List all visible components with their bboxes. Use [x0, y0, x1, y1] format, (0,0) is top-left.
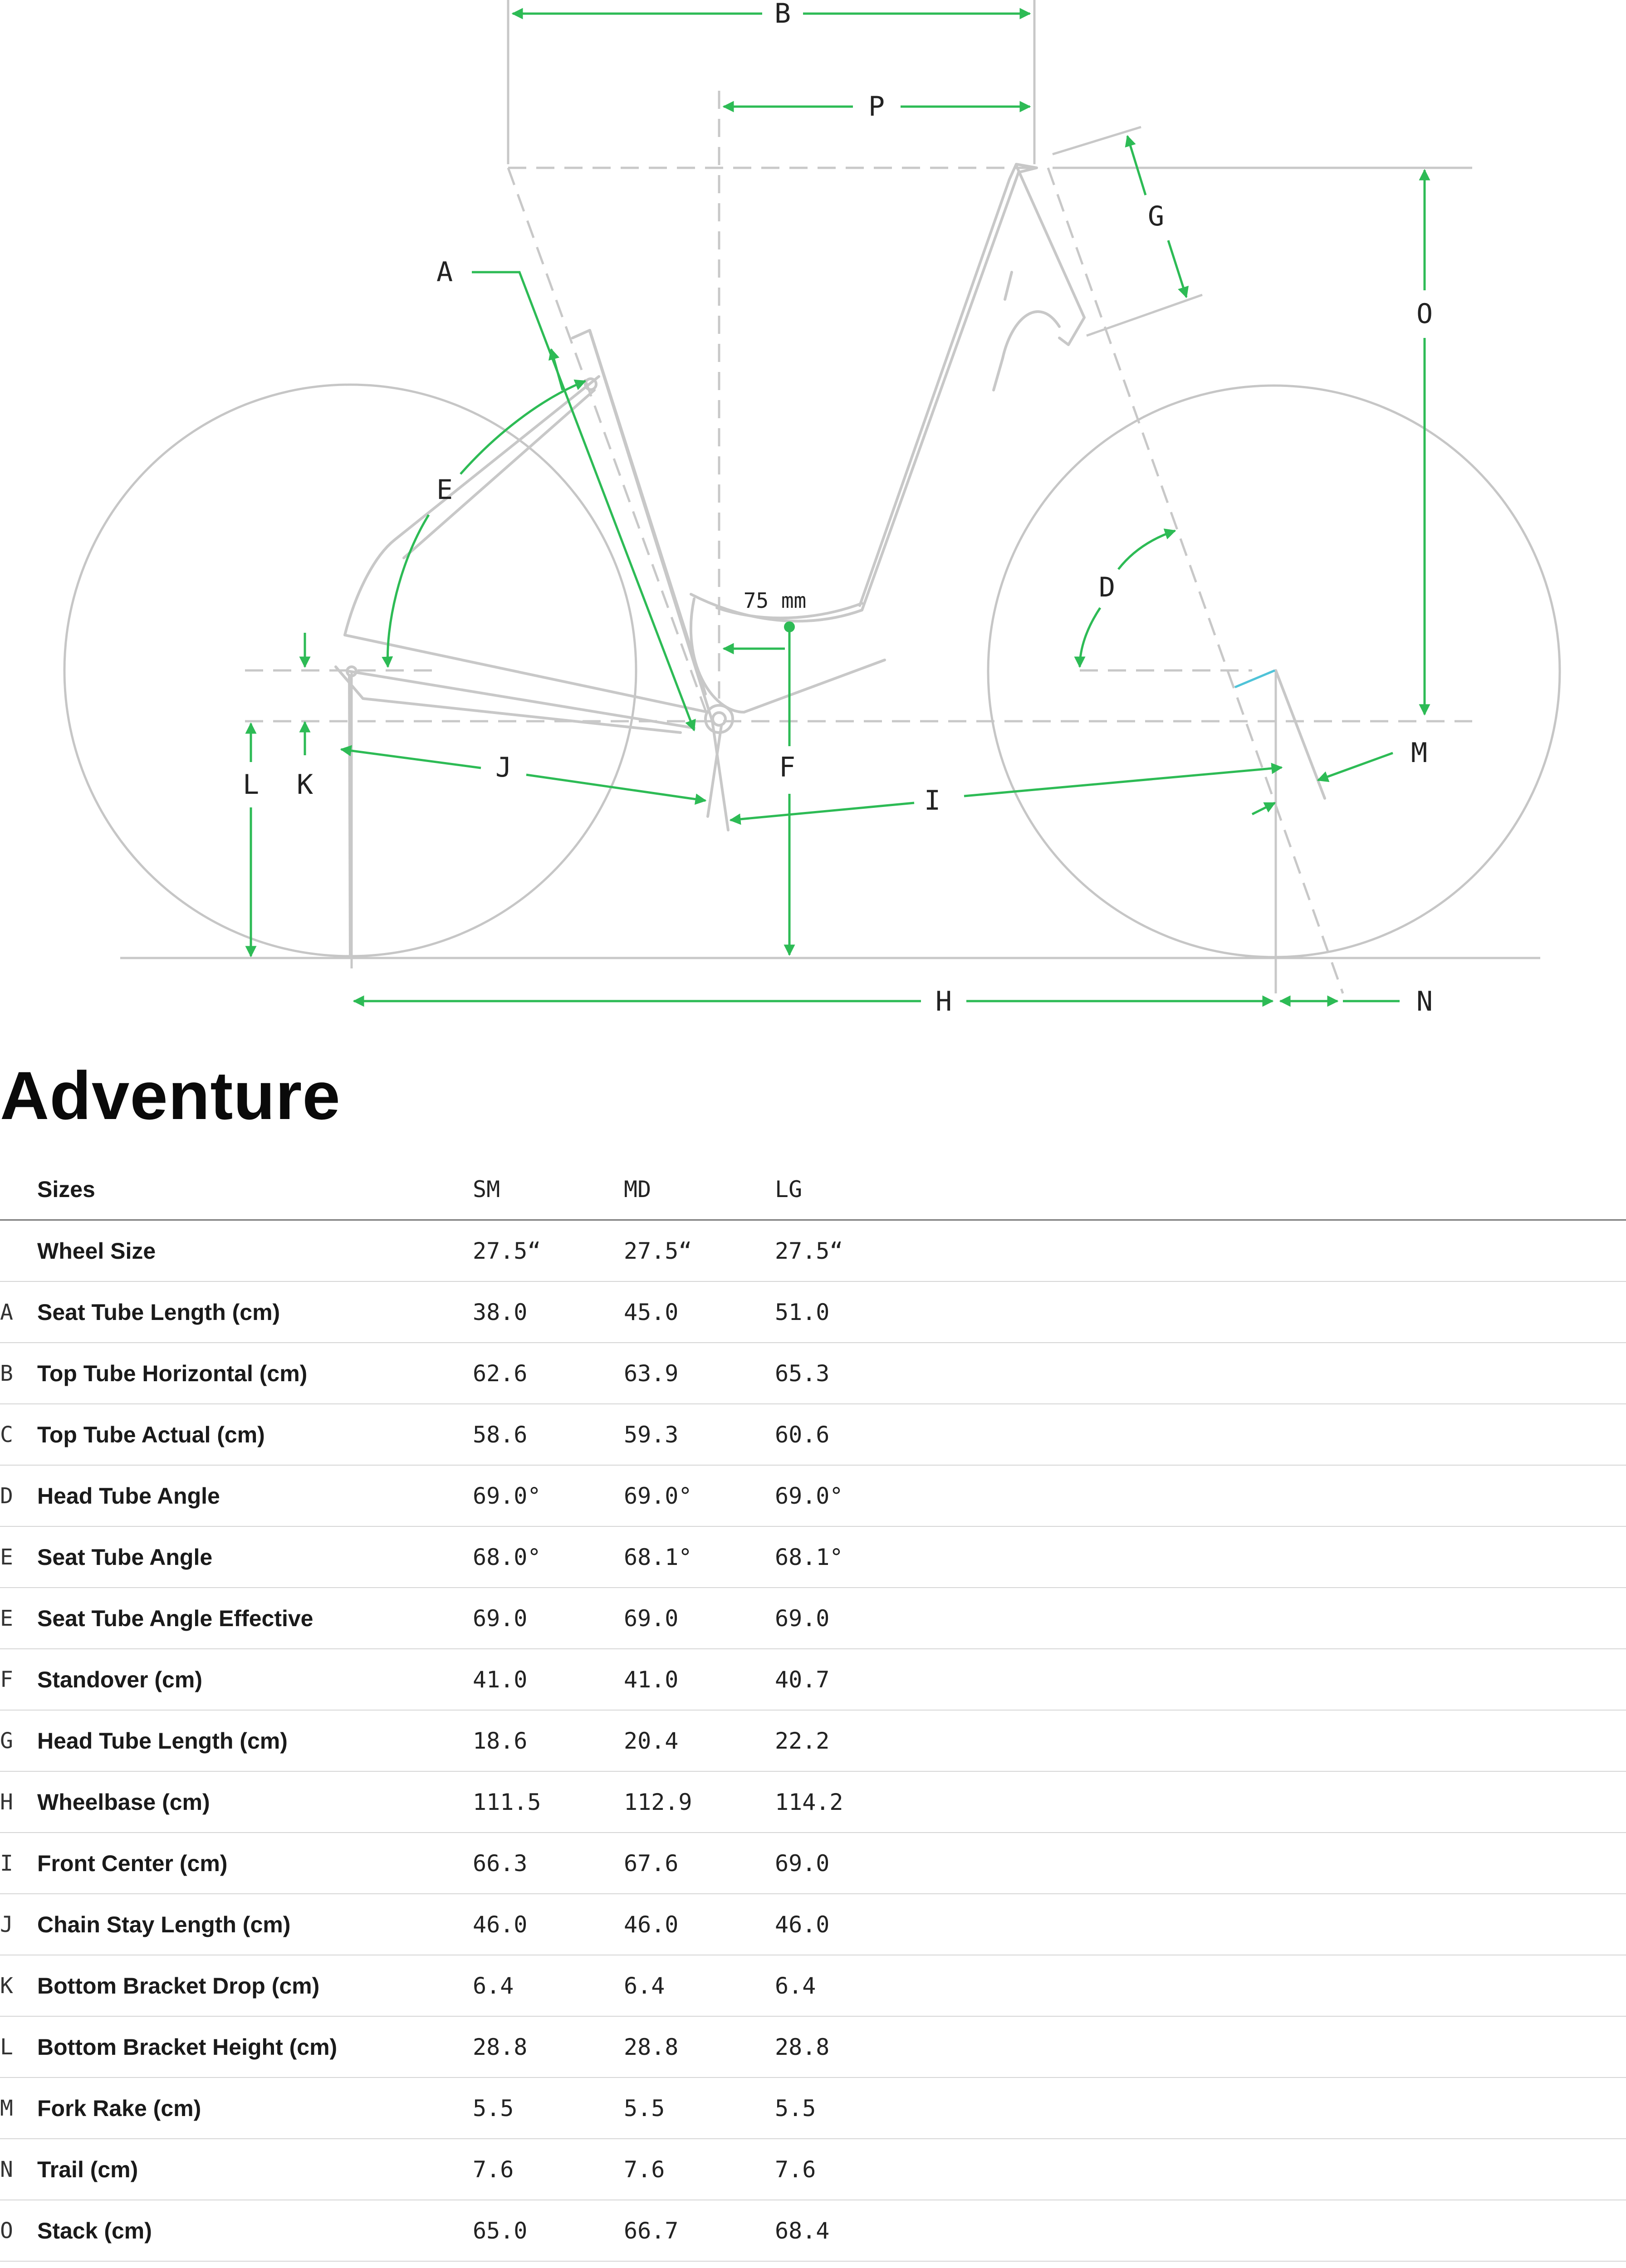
- row-label: Standover (cm): [37, 1649, 473, 1710]
- row-value-sm: 46.0: [473, 1894, 624, 1955]
- row-letter: C: [0, 1404, 37, 1465]
- row-label: Chain Stay Length (cm): [37, 1894, 473, 1955]
- row-value-lg: 6.4: [775, 1955, 926, 2016]
- row-letter: M: [0, 2077, 37, 2139]
- row-spacer: [926, 1955, 1626, 2016]
- table-row: [0, 1465, 1626, 1526]
- row-letter: B: [0, 1343, 37, 1404]
- row-letter: N: [0, 2139, 37, 2200]
- row-label: Bottom Bracket Drop (cm): [37, 1955, 473, 2016]
- header-size-lg: LG: [775, 1159, 926, 1220]
- row-label: Head Tube Length (cm): [37, 1710, 473, 1771]
- row-value-md: 20.4: [624, 1710, 775, 1771]
- row-value-sm: 69.0°: [473, 1465, 624, 1526]
- row-value-md: 66.7: [624, 2200, 775, 2261]
- header-size-md: MD: [624, 1159, 775, 1220]
- row-value-md: 46.0: [624, 1894, 775, 1955]
- row-value-sm: 38.0: [473, 1281, 624, 1343]
- dim-label-n: N: [1416, 986, 1433, 1016]
- row-value-md: 28.8: [624, 2016, 775, 2077]
- row-value-sm: 18.6: [473, 1710, 624, 1771]
- table-row: [0, 2261, 1626, 2268]
- row-letter: O: [0, 2200, 37, 2261]
- table-row: [0, 1833, 1626, 1894]
- row-value-sm: 66.3: [473, 1833, 624, 1894]
- header-letter-cell: [0, 1159, 37, 1220]
- row-value-lg: [775, 2261, 926, 2268]
- row-spacer: [926, 1649, 1626, 1710]
- row-value-md: 69.0: [624, 1588, 775, 1649]
- row-label: [37, 2261, 473, 2268]
- row-value-lg: 22.2: [775, 1710, 926, 1771]
- row-value-md: 27.5“: [624, 1220, 775, 1282]
- row-letter: E: [0, 1526, 37, 1588]
- row-spacer: [926, 2139, 1626, 2200]
- row-letter: A: [0, 1281, 37, 1343]
- dim-label-k: K: [296, 769, 313, 801]
- row-value-lg: 68.1°: [775, 1526, 926, 1588]
- dim-label-o: O: [1416, 298, 1433, 330]
- dim-label-l: L: [242, 769, 260, 801]
- row-spacer: [926, 1281, 1626, 1343]
- row-value-md: 59.3: [624, 1404, 775, 1465]
- dim-label-h: H: [935, 986, 952, 1016]
- row-value-sm: 5.5: [473, 2077, 624, 2139]
- row-spacer: [926, 2077, 1626, 2139]
- dim-d-arc-bottom: [1080, 608, 1100, 667]
- row-label: Fork Rake (cm): [37, 2077, 473, 2139]
- dim-label-f: F: [779, 752, 796, 783]
- row-spacer: [926, 2016, 1626, 2077]
- table-row: [0, 1588, 1626, 1649]
- geometry-table-body: [0, 1159, 1626, 2268]
- row-value-sm: 62.6: [473, 1343, 624, 1404]
- row-label: Bottom Bracket Height (cm): [37, 2016, 473, 2077]
- row-value-lg: 28.8: [775, 2016, 926, 2077]
- page-title: Adventure: [0, 1057, 341, 1134]
- dim-j-line-left: [341, 749, 481, 768]
- header-spacer: [926, 1159, 1626, 1220]
- row-value-sm: 41.0: [473, 1649, 624, 1710]
- row-value-lg: 60.6: [775, 1404, 926, 1465]
- row-value-md: 7.6: [624, 2139, 775, 2200]
- table-row: [0, 2077, 1626, 2139]
- row-value-md: 69.0°: [624, 1465, 775, 1526]
- row-value-sm: 27.5“: [473, 1220, 624, 1282]
- row-letter: L: [0, 2016, 37, 2077]
- row-value-md: 68.1°: [624, 1526, 775, 1588]
- row-letter: I: [0, 1833, 37, 1894]
- table-row: [0, 1649, 1626, 1710]
- row-label: Seat Tube Length (cm): [37, 1281, 473, 1343]
- dim-label-a: A: [436, 256, 453, 288]
- row-letter: K: [0, 1955, 37, 2016]
- row-spacer: [926, 2261, 1626, 2268]
- row-label: Wheel Size: [37, 1220, 473, 1282]
- row-letter: J: [0, 1894, 37, 1955]
- row-value-lg: 7.6: [775, 2139, 926, 2200]
- row-letter: [0, 1220, 37, 1282]
- table-row: [0, 1894, 1626, 1955]
- row-value-md: [624, 2261, 775, 2268]
- row-label: Seat Tube Angle: [37, 1526, 473, 1588]
- row-value-sm: 58.6: [473, 1404, 624, 1465]
- dim-i-line-left: [730, 803, 914, 820]
- table-row: [0, 1710, 1626, 1771]
- row-value-md: 41.0: [624, 1649, 775, 1710]
- dim-e-arc-bottom: [387, 515, 429, 667]
- dim-label-p: P: [868, 91, 885, 122]
- table-row: [0, 1771, 1626, 1833]
- row-value-lg: 40.7: [775, 1649, 926, 1710]
- row-spacer: [926, 1771, 1626, 1833]
- row-value-lg: 69.0: [775, 1588, 926, 1649]
- dim-g-line-top: [1127, 136, 1146, 195]
- row-label: Top Tube Horizontal (cm): [37, 1343, 473, 1404]
- row-value-sm: 65.0: [473, 2200, 624, 2261]
- row-value-md: 112.9: [624, 1771, 775, 1833]
- row-letter: [0, 2261, 37, 2268]
- row-value-lg: 69.0: [775, 1833, 926, 1894]
- dim-label-j: J: [495, 752, 512, 783]
- table-row: [0, 1404, 1626, 1465]
- row-value-md: 67.6: [624, 1833, 775, 1894]
- row-spacer: [926, 1894, 1626, 1955]
- row-value-lg: 27.5“: [775, 1220, 926, 1282]
- row-value-lg: 65.3: [775, 1343, 926, 1404]
- table-row: [0, 2200, 1626, 2261]
- row-spacer: [926, 2200, 1626, 2261]
- table-row: [0, 1526, 1626, 1588]
- dim-label-g: G: [1147, 200, 1165, 232]
- row-value-md: 5.5: [624, 2077, 775, 2139]
- row-spacer: [926, 1404, 1626, 1465]
- row-spacer: [926, 1710, 1626, 1771]
- dim-label-d: D: [1098, 572, 1116, 603]
- row-spacer: [926, 1526, 1626, 1588]
- row-value-lg: 46.0: [775, 1894, 926, 1955]
- row-value-md: 45.0: [624, 1281, 775, 1343]
- row-label: Stack (cm): [37, 2200, 473, 2261]
- row-label: Head Tube Angle: [37, 1465, 473, 1526]
- row-value-lg: 69.0°: [775, 1465, 926, 1526]
- row-spacer: [926, 1833, 1626, 1894]
- row-value-md: 63.9: [624, 1343, 775, 1404]
- row-value-lg: 51.0: [775, 1281, 926, 1343]
- dim-label-b: B: [774, 0, 791, 29]
- row-value-lg: 114.2: [775, 1771, 926, 1833]
- row-value-sm: 7.6: [473, 2139, 624, 2200]
- row-letter: E: [0, 1588, 37, 1649]
- table-row: [0, 1343, 1626, 1404]
- fork-offset-line: [1235, 670, 1275, 687]
- saddle-offset-label: 75 mm: [743, 588, 807, 613]
- dim-m-line: [1318, 753, 1393, 780]
- header-label: Sizes: [37, 1159, 473, 1220]
- row-spacer: [926, 1220, 1626, 1282]
- seat-axis-line: [508, 168, 708, 717]
- dim-a-line: [472, 272, 694, 730]
- row-value-lg: 68.4: [775, 2200, 926, 2261]
- table-row: [0, 1220, 1626, 1282]
- row-label: Seat Tube Angle Effective: [37, 1588, 473, 1649]
- bike-geometry-diagram: [0, 0, 1626, 1016]
- dim-d-arc-top: [1118, 531, 1175, 569]
- row-letter: G: [0, 1710, 37, 1771]
- dim-label-e: E: [436, 474, 453, 506]
- row-value-lg: 5.5: [775, 2077, 926, 2139]
- steering-axis-line: [1048, 168, 1343, 993]
- row-spacer: [926, 1343, 1626, 1404]
- table-row: [0, 1955, 1626, 2016]
- row-label: Wheelbase (cm): [37, 1771, 473, 1833]
- dim-label-i: I: [924, 785, 941, 816]
- dim-label-m: M: [1411, 737, 1428, 769]
- row-value-sm: 28.8: [473, 2016, 624, 2077]
- dim-i-line-right: [964, 767, 1282, 796]
- dim-g-line-bottom: [1168, 240, 1186, 297]
- row-label: Front Center (cm): [37, 1833, 473, 1894]
- bike-frame: [336, 164, 1325, 957]
- row-label: Top Tube Actual (cm): [37, 1404, 473, 1465]
- table-row: [0, 2139, 1626, 2200]
- row-label: Trail (cm): [37, 2139, 473, 2200]
- row-value-sm: 6.4: [473, 1955, 624, 2016]
- table-row: [0, 1281, 1626, 1343]
- row-value-sm: 69.0: [473, 1588, 624, 1649]
- table-header-row: [0, 1159, 1626, 1220]
- row-spacer: [926, 1465, 1626, 1526]
- row-spacer: [926, 1588, 1626, 1649]
- row-value-sm: 111.5: [473, 1771, 624, 1833]
- table-row: [0, 2016, 1626, 2077]
- row-value-md: 6.4: [624, 1955, 775, 2016]
- row-letter: D: [0, 1465, 37, 1526]
- row-letter: H: [0, 1771, 37, 1833]
- header-size-sm: SM: [473, 1159, 624, 1220]
- row-value-sm: [473, 2261, 624, 2268]
- row-letter: F: [0, 1649, 37, 1710]
- geometry-table: [0, 1159, 1626, 2268]
- row-value-sm: 68.0°: [473, 1526, 624, 1588]
